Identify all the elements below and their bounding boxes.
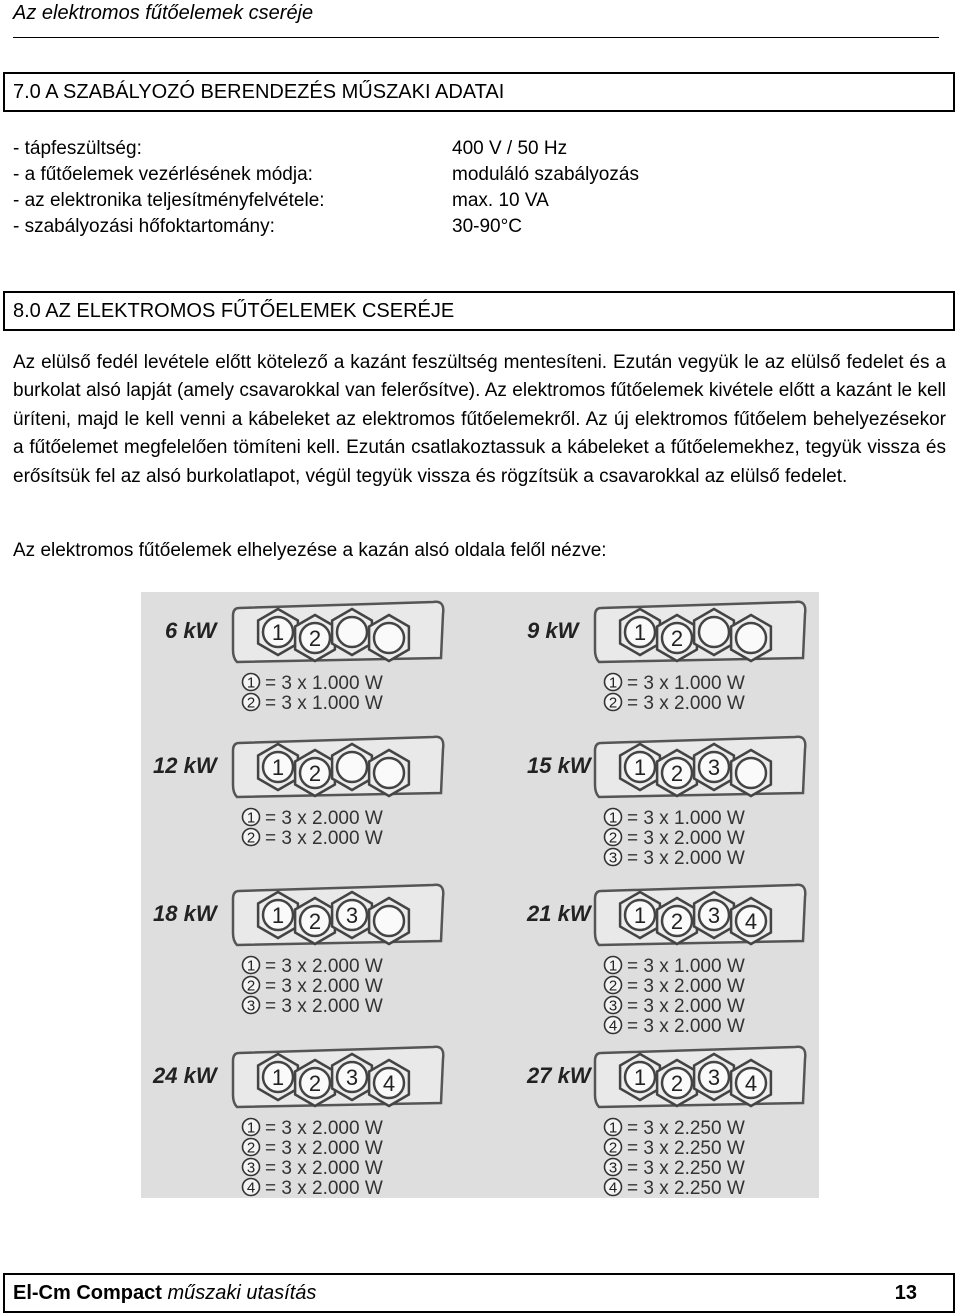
spec-row bbox=[13, 214, 953, 240]
spec-row bbox=[13, 162, 953, 188]
legend-number: 1 bbox=[608, 674, 618, 692]
slot-number: 1 bbox=[633, 1065, 647, 1090]
legend-value: = 3 x 2.000 W bbox=[265, 1178, 383, 1198]
footer-product-name: El-Cm Compact bbox=[13, 1282, 162, 1304]
slot-number: 2 bbox=[308, 761, 322, 786]
legend-number: 3 bbox=[246, 1159, 256, 1177]
page-footer bbox=[3, 1273, 955, 1313]
slot-number: 2 bbox=[670, 761, 684, 786]
slot-number: 3 bbox=[707, 1065, 721, 1090]
power-label: 21 kW bbox=[527, 901, 591, 926]
legend-value: = 3 x 2.000 W bbox=[265, 1118, 383, 1139]
spec-value: 30-90°C bbox=[452, 216, 522, 237]
legend-number: 4 bbox=[608, 1179, 618, 1197]
diagram-block bbox=[527, 737, 805, 869]
slot-number: 4 bbox=[382, 1071, 396, 1096]
spec-label: - az elektronika teljesítményfelvétele: bbox=[13, 190, 325, 211]
power-label: 12 kW bbox=[153, 753, 217, 778]
spec-label: - szabályozási hőfoktartomány: bbox=[13, 216, 275, 237]
page-header-title: Az elektromos fűtőelemek cseréje bbox=[13, 2, 314, 24]
legend-value: = 3 x 2.000 W bbox=[265, 996, 383, 1017]
slot-number: 3 bbox=[707, 755, 721, 780]
legend-number: 2 bbox=[608, 1139, 618, 1157]
legend-number: 2 bbox=[246, 829, 256, 847]
legend-number: 1 bbox=[608, 1119, 618, 1137]
legend-value: = 3 x 2.000 W bbox=[265, 956, 383, 977]
legend-number: 1 bbox=[608, 809, 618, 827]
replacement-instructions: Az elülső fedél levétele előtt kötelező a kazánt feszültség mentesíteni. Ezután vegyük le az elülső fedelet és a burkolat alsó lapját (amely csavarokkal van felerősítve). Az elektromos fűtőelemek kivétele előtt a kazánt le kell üríteni, majd le kell venni a kábeleket az elektromos fűtőelemekről. Az új elektromos fűtőelem behelyezésekor a fűtőelemet megfelelően tömíteni kell. Ezután csatlakoztassuk a kábeleket a fűtőelemekhez, tegyük vissza és erősítsük fel az alsó burkolatlapot, végül tegyük vissza és rögzítsük a csavarokkal az elülső fedelet. bbox=[13, 352, 946, 487]
legend-number: 1 bbox=[246, 1119, 256, 1137]
diagram-block bbox=[152, 1047, 443, 1198]
legend-value: = 3 x 2.000 W bbox=[265, 976, 383, 997]
section-8-heading: 8.0 AZ ELEKTROMOS FŰTŐELEMEK CSERÉJE bbox=[3, 291, 955, 331]
spec-list bbox=[13, 136, 953, 240]
spec-value: 400 V / 50 Hz bbox=[452, 138, 568, 159]
legend-number: 3 bbox=[608, 997, 618, 1015]
legend-number: 2 bbox=[608, 694, 618, 712]
slot-number: 2 bbox=[308, 1071, 322, 1096]
legend-value: = 3 x 2.250 W bbox=[627, 1138, 745, 1159]
element-slot-circle bbox=[337, 752, 367, 782]
legend-value: = 3 x 2.000 W bbox=[265, 1158, 383, 1179]
heating-element-diagram bbox=[141, 592, 819, 1198]
element-slot-circle bbox=[374, 623, 404, 653]
slot-number: 2 bbox=[308, 626, 322, 651]
legend-number: 2 bbox=[246, 1139, 256, 1157]
power-label: 18 kW bbox=[153, 901, 217, 926]
slot-number: 1 bbox=[271, 620, 285, 645]
legend-value: = 3 x 2.250 W bbox=[627, 1178, 745, 1198]
diagram-block bbox=[527, 602, 805, 714]
legend-value: = 3 x 2.250 W bbox=[627, 1158, 745, 1179]
heating-element-diagram-svg bbox=[141, 592, 819, 1198]
footer-page-number: 13 bbox=[894, 1282, 917, 1304]
footer-doc-type: műszaki utasítás bbox=[167, 1282, 317, 1304]
power-label: 6 kW bbox=[165, 618, 217, 643]
legend-number: 2 bbox=[246, 694, 256, 712]
legend-value: = 3 x 2.000 W bbox=[627, 1016, 745, 1037]
legend-number: 3 bbox=[608, 849, 618, 867]
legend-number: 2 bbox=[608, 977, 618, 995]
legend-value: = 3 x 2.000 W bbox=[265, 828, 383, 849]
section-7-heading: 7.0 A SZABÁLYOZÓ BERENDEZÉS MŰSZAKI ADATAI bbox=[3, 72, 955, 112]
diagram-block bbox=[526, 885, 805, 1037]
element-slot-circle bbox=[736, 758, 766, 788]
slot-number: 1 bbox=[271, 903, 285, 928]
slot-number: 3 bbox=[345, 1065, 359, 1090]
legend-number: 2 bbox=[246, 977, 256, 995]
legend-value: = 3 x 1.000 W bbox=[627, 673, 745, 694]
slot-number: 3 bbox=[345, 903, 359, 928]
legend-value: = 3 x 2.000 W bbox=[627, 693, 745, 714]
diagram-block bbox=[526, 1047, 805, 1198]
legend-value: = 3 x 1.000 W bbox=[627, 956, 745, 977]
slot-number: 1 bbox=[633, 620, 647, 645]
power-label: 27 kW bbox=[527, 1063, 591, 1088]
legend-value: = 3 x 2.000 W bbox=[627, 996, 745, 1017]
slot-number: 2 bbox=[308, 909, 322, 934]
header-divider bbox=[13, 37, 939, 38]
legend-value: = 3 x 2.000 W bbox=[265, 808, 383, 829]
slot-number: 4 bbox=[744, 1071, 758, 1096]
spec-value: moduláló szabályozás bbox=[452, 164, 639, 185]
legend-value: = 3 x 2.250 W bbox=[627, 1118, 745, 1139]
legend-number: 3 bbox=[608, 1159, 618, 1177]
diagram-caption: Az elektromos fűtőelemek elhelyezése a kazán alsó oldala felől nézve: bbox=[13, 540, 607, 561]
legend-value: = 3 x 2.000 W bbox=[627, 848, 745, 869]
legend-number: 4 bbox=[246, 1179, 256, 1197]
slot-number: 3 bbox=[707, 903, 721, 928]
slot-number: 1 bbox=[271, 755, 285, 780]
legend-number: 1 bbox=[246, 809, 256, 827]
element-slot-circle bbox=[337, 617, 367, 647]
legend-number: 4 bbox=[608, 1017, 618, 1035]
legend-number: 3 bbox=[246, 997, 256, 1015]
slot-number: 2 bbox=[670, 909, 684, 934]
slot-number: 1 bbox=[271, 1065, 285, 1090]
slot-number: 2 bbox=[670, 1071, 684, 1096]
legend-number: 1 bbox=[608, 957, 618, 975]
spec-label: - tápfeszültség: bbox=[13, 138, 142, 159]
element-slot-circle bbox=[374, 758, 404, 788]
power-label: 24 kW bbox=[153, 1063, 217, 1088]
spec-row bbox=[13, 188, 953, 214]
legend-value: = 3 x 1.000 W bbox=[627, 808, 745, 829]
legend-value: = 3 x 2.000 W bbox=[627, 828, 745, 849]
legend-value: = 3 x 2.000 W bbox=[265, 1138, 383, 1159]
spec-row bbox=[13, 136, 953, 162]
legend-number: 1 bbox=[246, 674, 256, 692]
slot-number: 4 bbox=[744, 909, 758, 934]
slot-number: 2 bbox=[670, 626, 684, 651]
slot-number: 1 bbox=[633, 903, 647, 928]
legend-value: = 3 x 1.000 W bbox=[265, 673, 383, 694]
spec-label: - a fűtőelemek vezérlésének módja: bbox=[13, 164, 313, 185]
diagram-block bbox=[153, 737, 443, 849]
spec-value: max. 10 VA bbox=[452, 190, 549, 211]
legend-value: = 3 x 1.000 W bbox=[265, 693, 383, 714]
diagram-block bbox=[165, 602, 443, 714]
legend-value: = 3 x 2.000 W bbox=[627, 976, 745, 997]
diagram-block bbox=[153, 885, 443, 1017]
slot-number: 1 bbox=[633, 755, 647, 780]
power-label: 15 kW bbox=[527, 753, 591, 778]
element-slot-circle bbox=[699, 617, 729, 647]
element-slot-circle bbox=[374, 906, 404, 936]
legend-number: 1 bbox=[246, 957, 256, 975]
element-slot-circle bbox=[736, 623, 766, 653]
power-label: 9 kW bbox=[527, 618, 579, 643]
legend-number: 2 bbox=[608, 829, 618, 847]
